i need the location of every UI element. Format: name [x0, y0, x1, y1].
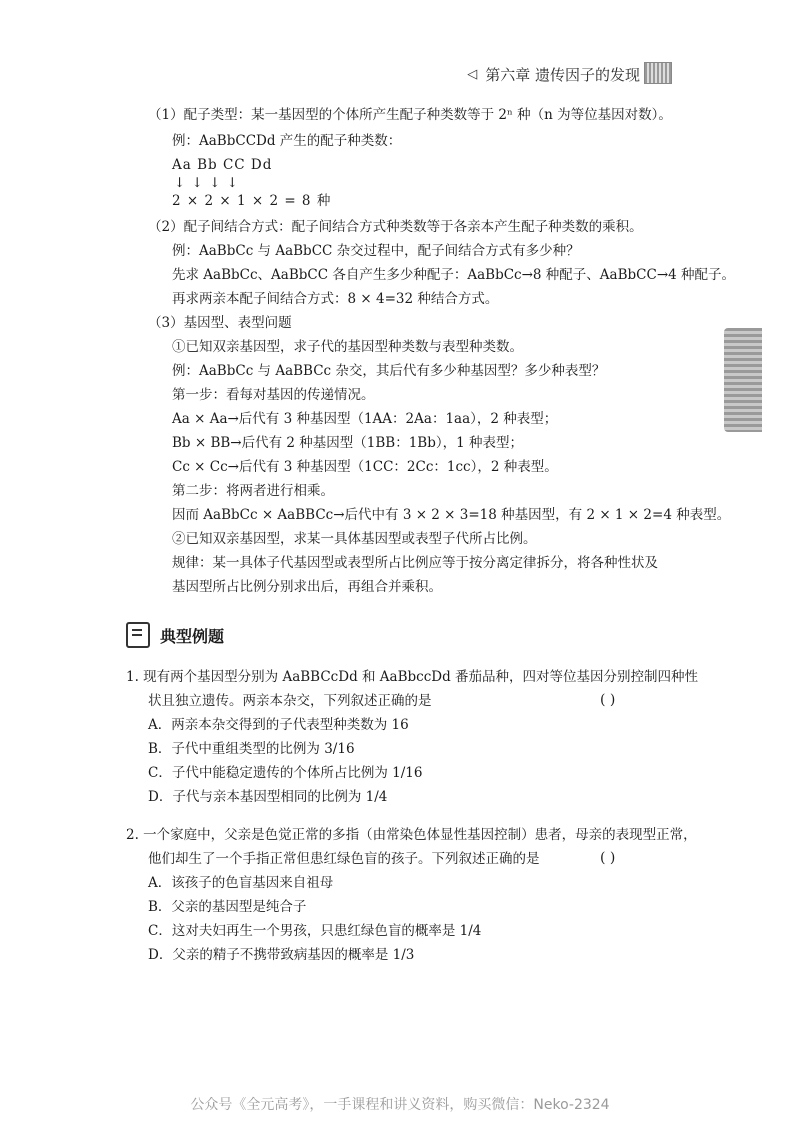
question-2-stem: 他们却生了一个手指正常但患红绿色盲的孩子。下列叙述正确的是 [148, 851, 540, 867]
example-text: 例：AaBbCCDd 产生的配子种类数： [172, 133, 402, 149]
body-text: ②已知双亲基因型，求某一具体基因型或表型子代所占比例。 [172, 531, 537, 547]
body-text: 基因型所占比例分别求出后，再组合并乘积。 [172, 579, 442, 595]
body-text: ①已知双亲基因型，求子代的基因型种类数与表型种类数。 [172, 339, 523, 355]
gene-pairs: Aa Bb CC Dd [172, 157, 273, 173]
para-gamete-combination: （2）配子间结合方式：配子间结合方式种类数等于各亲本产生配子种类数的乘积。 [148, 219, 643, 235]
answer-blank[interactable]: ( ) [600, 692, 616, 708]
body-text: 第二步：将两者进行相乘。 [172, 483, 334, 499]
option-b[interactable]: B．子代中重组类型的比例为 3/16 [148, 741, 355, 757]
option-d[interactable]: D．父亲的精子不携带致病基因的概率是 1/3 [148, 947, 415, 963]
body-text: Bb × BB→后代有 2 种基因型（1BB：1Bb），1 种表型； [172, 435, 523, 451]
header-arrow-icon: ◁ [467, 67, 478, 82]
option-a[interactable]: A．该孩子的色盲基因来自祖母 [148, 875, 334, 891]
para-genotype-phenotype: （3）基因型、表型问题 [148, 315, 292, 331]
body-text: 再求两亲本配子间结合方式：8 × 4=32 种结合方式。 [172, 291, 499, 307]
arrow-row: ↓ ↓ ↓ ↓ [174, 175, 240, 191]
example-text: 例：AaBbCc 与 AaBbCC 杂交过程中，配子间结合方式有多少种？ [172, 243, 580, 259]
question-1-stem: 1. 现有两个基因型分别为 AaBBCcDd 和 AaBbccDd 番茄品种，四对等位基因分别控制四种性 [126, 669, 699, 685]
option-c[interactable]: C．这对夫妇再生一个男孩，只患红绿色盲的概率是 1/4 [148, 923, 482, 939]
example-text: 例：AaBbCc 与 AaBBCc 杂交，其后代有多少种基因型？多少种表型？ [172, 363, 606, 379]
option-d[interactable]: D．子代与亲本基因型相同的比例为 1/4 [148, 789, 388, 805]
option-c[interactable]: C．子代中能稳定遗传的个体所占比例为 1/16 [148, 765, 423, 781]
body-text: 规律：某一具体子代基因型或表型所占比例应等于按分离定律拆分，将各种性状及 [172, 555, 658, 571]
answer-blank[interactable]: ( ) [600, 850, 616, 866]
chapter-title: 第六章 遗传因子的发现 [485, 66, 640, 84]
para-gamete-types: （1）配子类型：某一基因型的个体所产生配子种类数等于 2ⁿ 种（n 为等位基因对数）。 [148, 107, 672, 123]
body-text: Cc × Cc→后代有 3 种基因型（1CC：2Cc：1cc），2 种表型。 [172, 459, 558, 475]
section-title: 典型例题 [160, 627, 225, 646]
calc-row: 2 × 2 × 1 × 2 = 8 种 [172, 193, 332, 209]
body-text: 第一步：看每对基因的传递情况。 [172, 387, 375, 403]
chapter-logo-icon [644, 62, 672, 84]
body-text: 先求 AaBbCc、AaBbCC 各自产生多少种配子：AaBbCc→8 种配子、AaBbCC→4 种配子。 [172, 267, 736, 283]
question-2-stem: 2. 一个家庭中，父亲是色觉正常的多指（由常染色体显性基因控制）患者，母亲的表现型正常， [126, 827, 697, 843]
body-text: Aa × Aa→后代有 3 种基因型（1AA：2Aa：1aa），2 种表型； [172, 411, 558, 427]
body-text: 因而 AaBbCc × AaBBCc→后代中有 3 × 2 × 3=18 种基因型，有 2 × 1 × 2=4 种表型。 [172, 507, 731, 523]
option-b[interactable]: B．父亲的基因型是纯合子 [148, 899, 307, 915]
option-a[interactable]: A．两亲本杂交得到的子代表型种类数为 16 [148, 717, 409, 733]
watermark-footer: 公众号《全元高考》，一手课程和讲义资料，购买微信：Neko-2324 [190, 1097, 610, 1113]
question-1-stem: 状且独立遗传。两亲本杂交，下列叙述正确的是 [148, 693, 432, 709]
chapter-header [467, 64, 640, 85]
side-tab-marker [724, 328, 762, 432]
notebook-icon [126, 622, 150, 648]
